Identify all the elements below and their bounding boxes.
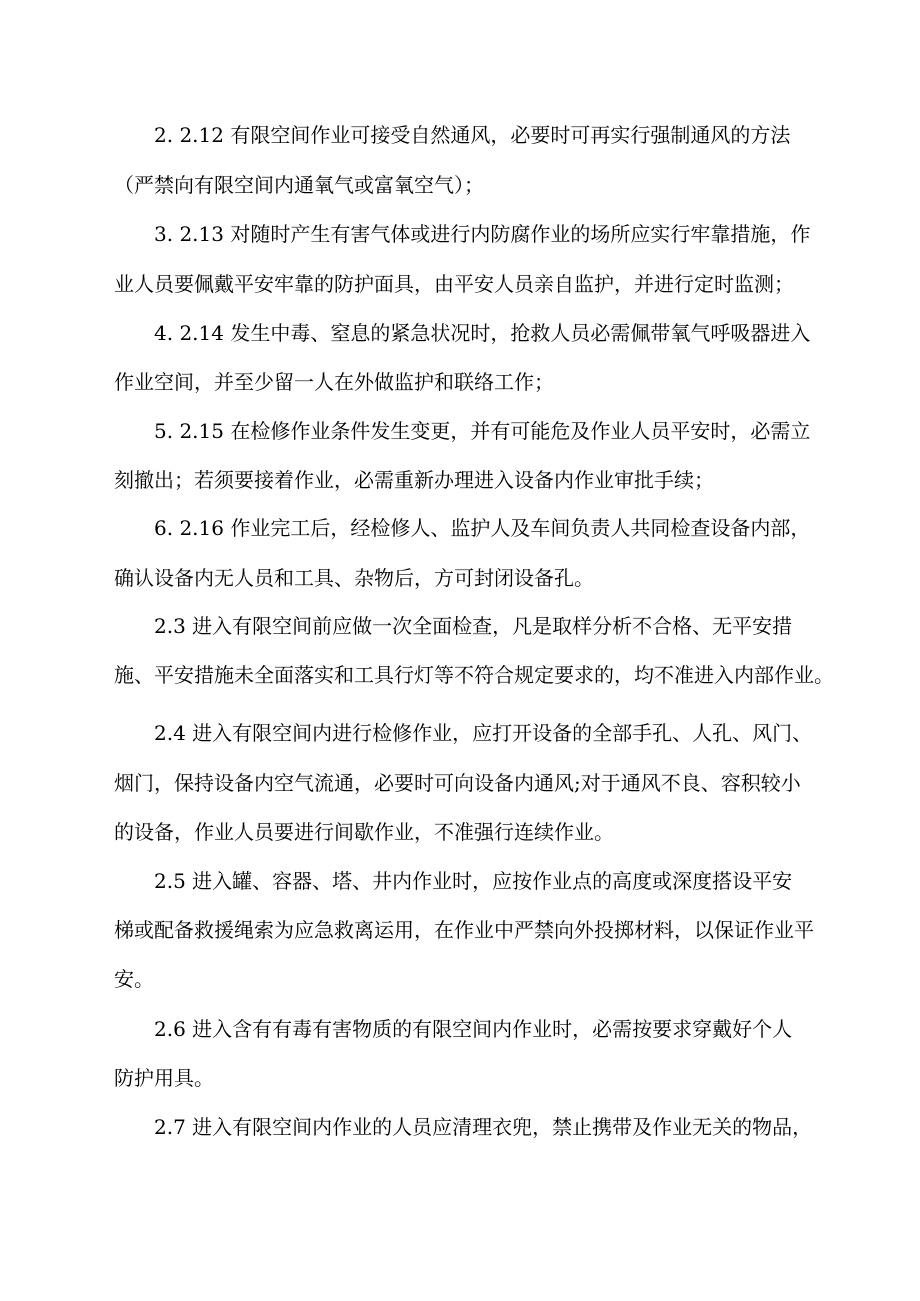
paragraph-line: 2. 2.12 有限空间作业可接受自然通风，必要时可再实行强制通风的方法 (154, 123, 791, 147)
paragraph-line: 3. 2.13 对随时产生有害气体或进行内防腐作业的场所应实行牢靠措施，作 (154, 222, 811, 246)
paragraph-line: 2.4 进入有限空间内进行检修作业，应打开设备的全部手孔、人孔、风门、 (154, 721, 813, 745)
paragraph-line: 烟门，保持设备内空气流通，必要时可向设备内通风;对于通风不良、容积较小 (114, 771, 801, 795)
paragraph-line: 梯或配备救援绳索为应急救离运用，在作业中严禁向外投掷材料，以保证作业平 (114, 918, 814, 942)
paragraph-line: 2.6 进入含有有毒有害物质的有限空间内作业时，必需按要求穿戴好个人 (154, 1017, 793, 1041)
paragraph-line: 2.7 进入有限空间内作业的人员应清理衣兜，禁止携带及作业无关的物品， (154, 1115, 813, 1139)
paragraph-line: 5. 2.15 在检修作业条件发生变更，并有可能危及作业人员平安时，必需立 (154, 419, 811, 443)
paragraph-line: 施、平安措施未全面落实和工具行灯等不符合规定要求的，均不准进入内部作业。 (114, 663, 834, 687)
paragraph-line: 2.5 进入罐、容器、塔、井内作业时，应按作业点的高度或深度搭设平安 (154, 869, 793, 893)
paragraph-line: 2.3 进入有限空间前应做一次全面检查，凡是取样分析不合格、无平安措 (154, 614, 793, 638)
paragraph-line: 确认设备内无人员和工具、杂物后，方可封闭设备孔。 (114, 566, 594, 590)
paragraph-line: 刻撤出；若须要接着作业，必需重新办理进入设备内作业审批手续； (114, 468, 714, 492)
paragraph-line: 安。 (114, 967, 154, 991)
paragraph-line: 的设备，作业人员要进行间歇作业，不准强行连续作业。 (114, 820, 614, 844)
paragraph-line: 防护用具。 (114, 1066, 214, 1090)
paragraph-line: （严禁向有限空间内通氧气或富氧空气）； (114, 173, 484, 197)
paragraph-line: 业人员要佩戴平安牢靠的防护面具，由平安人员亲自监护，并进行定时监测； (114, 272, 794, 296)
paragraph-line: 作业空间，并至少留一人在外做监护和联络工作； (114, 370, 554, 394)
paragraph-line: 4. 2.14 发生中毒、窒息的紧急状况时，抢救人员必需佩带氧气呼吸器进入 (154, 321, 811, 345)
paragraph-line: 6. 2.16 作业完工后，经检修人、监护人及车间负责人共同检查设备内部， (154, 516, 811, 540)
